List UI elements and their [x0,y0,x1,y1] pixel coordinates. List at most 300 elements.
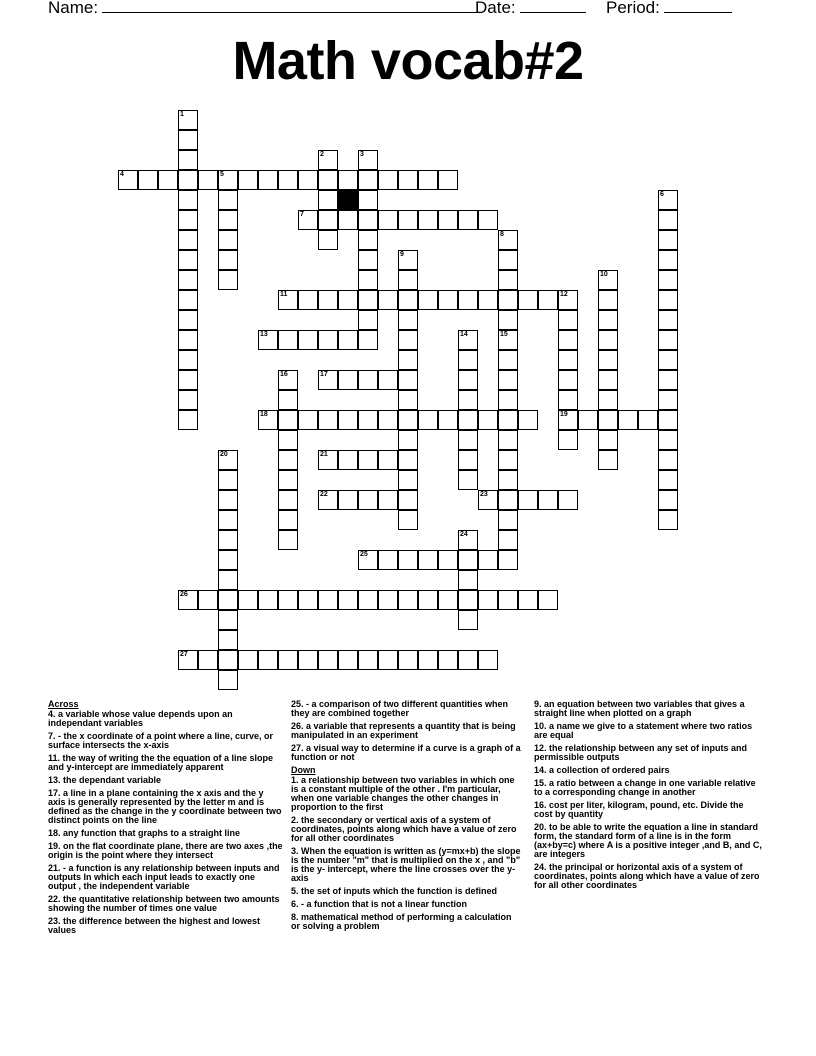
grid-cell[interactable] [498,330,518,350]
grid-cell[interactable] [358,150,378,170]
grid-cell[interactable] [598,310,618,330]
grid-cell[interactable] [198,170,218,190]
grid-cell[interactable] [278,590,298,610]
grid-cell[interactable] [298,290,318,310]
grid-cell[interactable] [398,510,418,530]
grid-cell[interactable] [398,590,418,610]
grid-cell[interactable] [298,590,318,610]
grid-cell[interactable] [658,310,678,330]
grid-cell[interactable] [458,390,478,410]
grid-cell[interactable] [438,590,458,610]
grid-cell[interactable] [318,230,338,250]
cell-number: 14 [460,331,468,338]
grid-cell[interactable] [418,290,438,310]
grid-cell[interactable] [658,330,678,350]
grid-cell[interactable] [658,210,678,230]
grid-cell[interactable] [658,490,678,510]
grid-cell[interactable] [458,330,478,350]
grid-cell[interactable] [458,410,478,430]
grid-cell[interactable] [178,190,198,210]
grid-cell[interactable] [498,290,518,310]
grid-cell[interactable] [458,650,478,670]
grid-cell[interactable] [478,590,498,610]
grid-cell[interactable] [378,490,398,510]
grid-cell[interactable] [558,330,578,350]
clue-text: any function that graphs to a straight line [60,828,241,838]
clue-text: a ratio between a change in one variable relative to a corresponding change in another [534,778,756,797]
grid-cell[interactable] [478,290,498,310]
grid-cell[interactable] [318,370,338,390]
grid-cell[interactable] [458,470,478,490]
grid-cell[interactable] [218,550,238,570]
grid-cell[interactable] [498,370,518,390]
grid-cell[interactable] [338,590,358,610]
grid-cell[interactable] [398,450,418,470]
grid-cell[interactable] [598,270,618,290]
grid-cell[interactable] [278,390,298,410]
grid-cell[interactable] [178,290,198,310]
grid-cell[interactable] [358,410,378,430]
grid-cell[interactable] [278,490,298,510]
grid-cell[interactable] [538,490,558,510]
grid-cell[interactable] [658,470,678,490]
grid-cell[interactable] [298,410,318,430]
clue-number: 15. [534,778,547,788]
grid-cell[interactable] [598,410,618,430]
grid-cell[interactable] [238,170,258,190]
clue-item [48,710,283,728]
grid-cell[interactable] [238,650,258,670]
grid-cell[interactable] [138,170,158,190]
grid-cell[interactable] [598,330,618,350]
grid-cell[interactable] [358,250,378,270]
clue-text: a variable that represents a quantity that is being manipulated in an experiment [291,721,516,740]
grid-cell[interactable] [218,250,238,270]
grid-cell[interactable] [178,310,198,330]
clue-item [48,895,283,913]
clue-text: a line in a plane containing the x axis and the y axis is generally represented by the letter m and is defined as the change in the y coordinate between two distinct points on the line [48,788,282,825]
grid-cell[interactable] [218,490,238,510]
grid-cell[interactable] [238,590,258,610]
clue-number: 11. [48,753,61,763]
clue-number: 26. [291,721,304,731]
grid-cell[interactable] [258,410,278,430]
grid-cell[interactable] [338,370,358,390]
grid-cell[interactable] [218,270,238,290]
grid-cell[interactable] [418,170,438,190]
grid-cell[interactable] [458,370,478,390]
clue-number: 21. [48,863,61,873]
grid-cell[interactable] [398,490,418,510]
grid-cell[interactable] [318,330,338,350]
grid-cell[interactable] [338,650,358,670]
grid-cell[interactable] [478,550,498,570]
grid-cell[interactable] [438,650,458,670]
grid-cell[interactable] [278,450,298,470]
grid-cell[interactable] [398,410,418,430]
grid-cell[interactable] [458,610,478,630]
grid-cell[interactable] [218,650,238,670]
grid-cell[interactable] [498,490,518,510]
grid-cell[interactable] [438,410,458,430]
grid-cell[interactable] [318,590,338,610]
grid-cell[interactable] [478,410,498,430]
grid-cell[interactable] [418,410,438,430]
clue-list [291,700,523,762]
grid-cell[interactable] [638,410,658,430]
blocked-cell [338,190,358,210]
clue-number: 14. [534,765,547,775]
grid-cell[interactable] [178,270,198,290]
grid-cell[interactable] [178,250,198,270]
grid-cell[interactable] [338,290,358,310]
grid-cell[interactable] [498,510,518,530]
grid-cell[interactable] [318,650,338,670]
grid-cell[interactable] [558,350,578,370]
grid-cell[interactable] [358,330,378,350]
grid-cell[interactable] [338,490,358,510]
clue-number: 1. [291,775,299,785]
clue-number: 20. [534,822,547,832]
grid-cell[interactable] [418,590,438,610]
grid-cell[interactable] [598,430,618,450]
clues-column-2 [291,700,523,935]
cell-number: 3 [360,151,364,158]
grid-cell[interactable] [458,350,478,370]
clue-text: cost per liter, kilogram, pound, etc. Divide the cost by quantity [534,800,744,819]
grid-cell[interactable] [658,230,678,250]
grid-cell[interactable] [498,430,518,450]
grid-cell[interactable] [378,450,398,470]
grid-cell[interactable] [258,330,278,350]
cell-number: 16 [280,371,288,378]
grid-cell[interactable] [358,370,378,390]
grid-cell[interactable] [378,410,398,430]
grid-cell[interactable] [218,510,238,530]
grid-cell[interactable] [498,450,518,470]
grid-cell[interactable] [598,390,618,410]
grid-cell[interactable] [598,290,618,310]
grid-cell[interactable] [358,210,378,230]
grid-cell[interactable] [518,590,538,610]
grid-cell[interactable] [658,250,678,270]
grid-cell[interactable] [278,170,298,190]
grid-cell[interactable] [378,210,398,230]
grid-cell[interactable] [318,410,338,430]
grid-cell[interactable] [338,330,358,350]
grid-cell[interactable] [118,170,138,190]
grid-cell[interactable] [298,210,318,230]
clue-item [534,744,764,762]
grid-cell[interactable] [558,410,578,430]
clue-text: a name we give to a statement where two ratios are equal [534,721,753,740]
grid-cell[interactable] [218,210,238,230]
grid-cell[interactable] [438,550,458,570]
grid-cell[interactable] [518,290,538,310]
cell-number: 2 [320,151,324,158]
grid-cell[interactable] [178,590,198,610]
grid-cell[interactable] [258,170,278,190]
grid-cell[interactable] [658,350,678,370]
clue-number: 4. [48,709,56,719]
cell-number: 19 [560,411,568,418]
grid-cell[interactable] [218,170,238,190]
cell-number: 10 [600,271,608,278]
grid-cell[interactable] [498,270,518,290]
grid-cell[interactable] [398,370,418,390]
grid-cell[interactable] [398,290,418,310]
clue-text: - the x coordinate of a point where a line, curve, or surface intersects the x-axis [48,731,274,750]
cell-number: 18 [260,411,268,418]
grid-cell[interactable] [178,370,198,390]
grid-cell[interactable] [218,630,238,650]
clue-number: 18. [48,828,61,838]
clue-number: 25. [291,699,304,709]
grid-cell[interactable] [478,210,498,230]
cell-number: 22 [320,491,328,498]
grid-cell[interactable] [278,370,298,390]
grid-cell[interactable] [378,170,398,190]
grid-cell[interactable] [218,230,238,250]
grid-cell[interactable] [218,670,238,690]
grid-cell[interactable] [538,290,558,310]
grid-cell[interactable] [378,290,398,310]
cell-number: 5 [220,171,224,178]
grid-cell[interactable] [398,550,418,570]
grid-cell[interactable] [358,170,378,190]
grid-cell[interactable] [218,190,238,210]
grid-cell[interactable] [278,290,298,310]
grid-cell[interactable] [178,110,198,130]
grid-cell[interactable] [358,230,378,250]
grid-cell[interactable] [478,490,498,510]
grid-cell[interactable] [178,230,198,250]
clue-item [291,900,523,909]
clue-number: 9. [534,699,542,709]
grid-cell[interactable] [278,470,298,490]
grid-cell[interactable] [278,650,298,670]
clue-item [291,887,523,896]
grid-cell[interactable] [218,570,238,590]
grid-cell[interactable] [658,450,678,470]
grid-cell[interactable] [278,530,298,550]
grid-cell[interactable] [338,410,358,430]
grid-cell[interactable] [598,350,618,370]
grid-cell[interactable] [358,590,378,610]
grid-cell[interactable] [498,350,518,370]
grid-cell[interactable] [458,550,478,570]
clue-number: 12. [534,743,547,753]
grid-cell[interactable] [498,410,518,430]
grid-cell[interactable] [318,290,338,310]
grid-cell[interactable] [318,210,338,230]
grid-cell[interactable] [658,510,678,530]
grid-cell[interactable] [658,390,678,410]
grid-cell[interactable] [558,430,578,450]
grid-cell[interactable] [498,530,518,550]
grid-cell[interactable] [498,590,518,610]
grid-cell[interactable] [378,650,398,670]
cell-number: 8 [500,231,504,238]
grid-cell[interactable] [218,450,238,470]
grid-cell[interactable] [658,270,678,290]
grid-cell[interactable] [318,450,338,470]
clue-text: the way of writing the the equation of a line slope and y-intercept are immediately apparent [48,753,274,772]
grid-cell[interactable] [358,190,378,210]
date-label: Date: [475,0,516,17]
grid-cell[interactable] [178,210,198,230]
clue-number: 6. [291,899,299,909]
grid-cell[interactable] [298,170,318,190]
grid-cell[interactable] [298,330,318,350]
grid-cell[interactable] [658,190,678,210]
grid-cell[interactable] [178,390,198,410]
grid-cell[interactable] [298,650,318,670]
grid-cell[interactable] [378,370,398,390]
grid-cell[interactable] [278,330,298,350]
cell-number: 27 [180,651,188,658]
grid-cell[interactable] [198,650,218,670]
clue-item [48,776,283,785]
grid-cell[interactable] [398,350,418,370]
grid-cell[interactable] [198,590,218,610]
grid-cell[interactable] [498,250,518,270]
grid-cell[interactable] [498,310,518,330]
grid-cell[interactable] [518,410,538,430]
grid-cell[interactable] [338,210,358,230]
grid-cell[interactable] [358,270,378,290]
grid-cell[interactable] [578,410,598,430]
grid-cell[interactable] [398,430,418,450]
grid-cell[interactable] [558,290,578,310]
clue-text: the secondary or vertical axis of a system of coordinates, points along which have a value of zero for all other coordinates [291,815,517,843]
cell-number: 23 [480,491,488,498]
grid-cell[interactable] [498,470,518,490]
grid-cell[interactable] [658,370,678,390]
grid-cell[interactable] [398,470,418,490]
clue-number: 13. [48,775,61,785]
grid-cell[interactable] [458,290,478,310]
cell-number: 4 [120,171,124,178]
grid-cell[interactable] [158,170,178,190]
grid-cell[interactable] [278,410,298,430]
grid-cell[interactable] [398,170,418,190]
grid-cell[interactable] [658,290,678,310]
grid-cell[interactable] [598,370,618,390]
grid-cell[interactable] [478,650,498,670]
clue-text: - a function is any relationship between inputs and outputs In which each input leads to exactly one output , the independent variable [48,863,280,891]
grid-cell[interactable] [418,550,438,570]
grid-cell[interactable] [278,510,298,530]
grid-cell[interactable] [178,150,198,170]
grid-cell[interactable] [338,170,358,190]
grid-cell[interactable] [558,390,578,410]
grid-cell[interactable] [458,430,478,450]
grid-cell[interactable] [278,430,298,450]
grid-cell[interactable] [498,550,518,570]
grid-cell[interactable] [398,330,418,350]
grid-cell[interactable] [358,290,378,310]
grid-cell[interactable] [358,490,378,510]
grid-cell[interactable] [458,530,478,550]
grid-cell[interactable] [398,650,418,670]
grid-cell[interactable] [498,390,518,410]
grid-cell[interactable] [318,490,338,510]
grid-cell[interactable] [418,210,438,230]
grid-cell[interactable] [318,170,338,190]
grid-cell[interactable] [658,410,678,430]
grid-cell[interactable] [458,570,478,590]
cell-number: 25 [360,551,368,558]
grid-cell[interactable] [178,130,198,150]
grid-cell[interactable] [618,410,638,430]
clue-number: 16. [534,800,547,810]
cell-number: 9 [400,251,404,258]
grid-cell[interactable] [438,170,458,190]
grid-cell[interactable] [558,490,578,510]
grid-cell[interactable] [338,450,358,470]
grid-cell[interactable] [358,650,378,670]
cell-number: 6 [660,191,664,198]
grid-cell[interactable] [398,210,418,230]
grid-cell[interactable] [318,150,338,170]
grid-cell[interactable] [218,590,238,610]
grid-cell[interactable] [518,490,538,510]
grid-cell[interactable] [178,330,198,350]
clue-item [291,847,523,883]
grid-cell[interactable] [398,270,418,290]
grid-cell[interactable] [658,430,678,450]
grid-cell[interactable] [538,590,558,610]
cell-number: 12 [560,291,568,298]
grid-cell[interactable] [558,310,578,330]
grid-cell[interactable] [498,230,518,250]
grid-cell[interactable] [458,590,478,610]
grid-cell[interactable] [178,410,198,430]
clue-text: on the flat coordinate plane, there are two axes ,the origin is the point where they intersect [48,841,283,860]
clue-number: 22. [48,894,61,904]
grid-cell[interactable] [178,170,198,190]
grid-cell[interactable] [318,190,338,210]
grid-cell[interactable] [398,310,418,330]
clue-item [48,732,283,750]
grid-cell[interactable] [398,250,418,270]
grid-cell[interactable] [178,350,198,370]
grid-cell[interactable] [218,530,238,550]
grid-cell[interactable] [358,450,378,470]
grid-cell[interactable] [358,550,378,570]
grid-cell[interactable] [458,450,478,470]
grid-cell[interactable] [218,470,238,490]
grid-cell[interactable] [378,550,398,570]
grid-cell[interactable] [218,610,238,630]
grid-cell[interactable] [438,210,458,230]
grid-cell[interactable] [358,310,378,330]
grid-cell[interactable] [438,290,458,310]
clue-item [291,776,523,812]
grid-cell[interactable] [258,650,278,670]
grid-cell[interactable] [558,370,578,390]
grid-cell[interactable] [378,590,398,610]
grid-cell[interactable] [458,210,478,230]
grid-cell[interactable] [178,650,198,670]
grid-cell[interactable] [258,590,278,610]
grid-cell[interactable] [418,650,438,670]
grid-cell[interactable] [598,450,618,470]
grid-cell[interactable] [398,390,418,410]
cell-number: 20 [220,451,228,458]
clue-text: - a function that is not a linear function [298,899,468,909]
